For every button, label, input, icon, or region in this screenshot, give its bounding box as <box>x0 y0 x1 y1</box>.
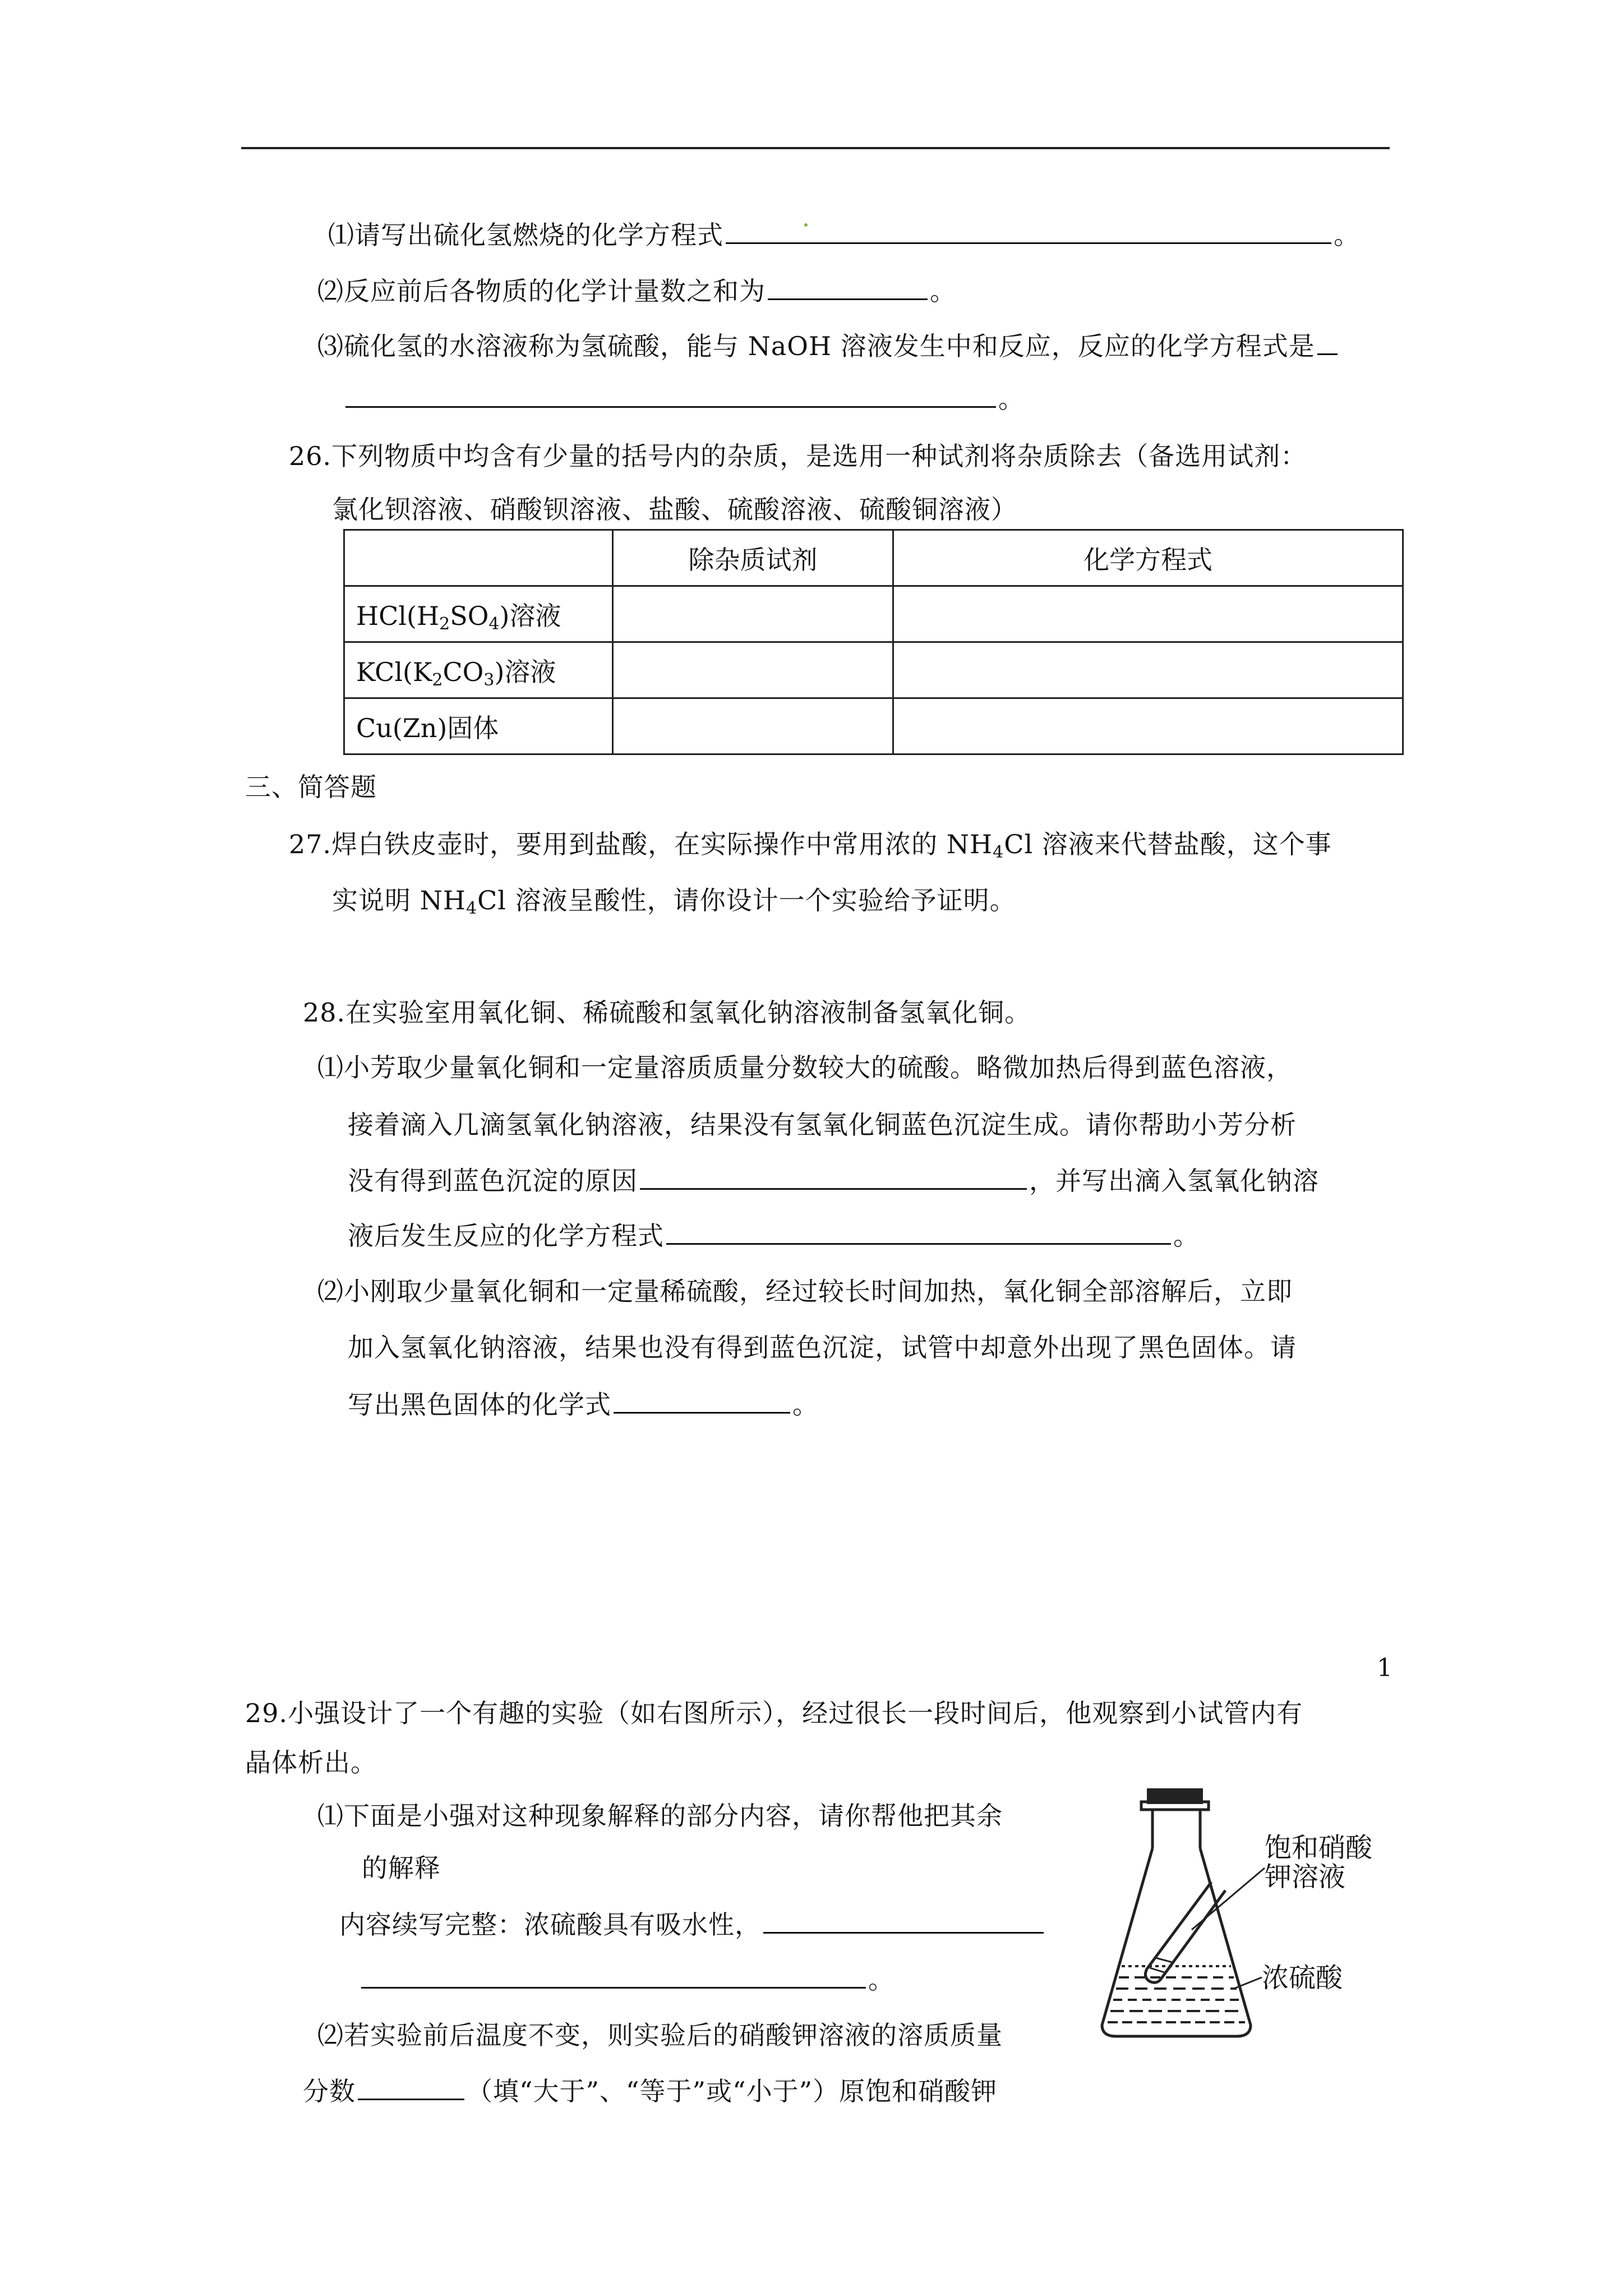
q29-line1: 29.小强设计了一个有趣的实验（如右图所示），经过很长一段时间后，他观察到小试管内有 <box>245 1698 1303 1728</box>
q28-part1-line4: 液后发生反应的化学方程式 。 <box>348 1218 1200 1253</box>
answer-blank[interactable] <box>358 2074 464 2100</box>
equation-answer-cell[interactable] <box>893 586 1403 642</box>
answer-blank[interactable] <box>361 1962 866 1989</box>
q25-part2-text: ⑵反应前后各物质的化学计量数之和为 <box>317 276 766 306</box>
q28-part1-line1: ⑴小芳取少量氧化铜和一定量溶质质量分数较大的硫酸。略微加热后得到蓝色溶液， <box>317 1052 1293 1083</box>
flask-body <box>1102 1848 1251 2036</box>
q29-part1-line4: 。 <box>359 1962 895 1996</box>
q25-part3-cont <box>343 381 1025 416</box>
table-header: 化学方程式 <box>893 530 1403 586</box>
leader-line-solution <box>1192 1868 1265 1930</box>
page-number: 1 <box>1377 1654 1393 1682</box>
punctuation: 。 <box>998 384 1025 414</box>
q29-line2: 晶体析出。 <box>245 1747 377 1778</box>
table-row <box>344 698 1403 754</box>
q28-title: 28.在实验室用氧化铜、稀硫酸和氢氧化钠溶液制备氢氧化铜。 <box>303 997 1031 1028</box>
answer-blank[interactable] <box>726 218 1331 244</box>
header-rule <box>241 147 1390 149</box>
equation-answer-cell[interactable] <box>893 698 1403 754</box>
q29-part2-line2: 分数 （填“大于”、“等于”或“小于”）原饱和硝酸钾 <box>303 2074 997 2108</box>
table-header-row <box>344 530 1403 586</box>
q29-part1-line1: ⑴下面是小强对这种现象解释的部分内容，请你帮他把其余 <box>317 1801 1003 1831</box>
sulfuric-acid-liquid <box>1108 1966 1245 2022</box>
answer-blank[interactable] <box>1317 329 1338 355</box>
punctuation: 。 <box>930 276 956 306</box>
table-header: 除杂质试剂 <box>613 530 893 586</box>
q26-line2: 氯化钡溶液、硝酸钡溶液、盐酸、硫酸溶液、硫酸铜溶液） <box>332 494 1017 524</box>
label-saturated-kno3-line2: 钾溶液 <box>1265 1861 1346 1893</box>
q29-part1-line3: 内容续写完整：浓硫酸具有吸水性， <box>339 1907 1046 1941</box>
substance-cell: $KCl(K_2CO_3)$溶液 <box>344 642 613 698</box>
punctuation: 。 <box>1334 220 1360 250</box>
table-header <box>344 530 613 586</box>
q27-line1: 27.焊白铁皮壶时，要用到盐酸，在实际操作中常用浓的 $NH_4Cl$ 溶液来代替盐酸，这个事 <box>289 829 1332 862</box>
q28-part2-line1: ⑵小刚取少量氧化铜和一定量稀硫酸，经过较长时间加热，氧化铜全部溶解后，立即 <box>317 1276 1293 1306</box>
q28-part1-line3: 没有得到蓝色沉淀的原因 ，并写出滴入氢氧化钠溶 <box>348 1163 1319 1198</box>
reagent-answer-cell[interactable] <box>613 698 893 754</box>
substance-cell: $HCl(H_2SO_4)$溶液 <box>344 586 613 642</box>
q28-part2-line3: 写出黑色固体的化学式 。 <box>348 1387 819 1421</box>
answer-blank[interactable] <box>345 381 996 408</box>
q28-part1-line2: 接着滴入几滴氢氧化钠溶液，结果没有氢氧化铜蓝色沉淀生成。请你帮助小芳分析 <box>348 1110 1297 1140</box>
answer-blank[interactable] <box>763 1907 1044 1934</box>
q25-part3 <box>317 329 1340 363</box>
flask-diagram <box>1094 1784 1385 2047</box>
table-row <box>344 586 1403 642</box>
q29-part1-line2: 的解释 <box>362 1853 441 1883</box>
flask-stopper-rim <box>1141 1802 1209 1810</box>
reagent-answer-cell[interactable] <box>613 642 893 698</box>
q26-line1: 26.下列物质中均含有少量的括号内的杂质，是选用一种试剂将杂质除去（备选用试剂： <box>289 441 1307 471</box>
q25-part3-text: ⑶硫化氢的水溶液称为氢硫酸，能与 NaOH 溶液发生中和反应，反应的化学方程式是 <box>317 331 1315 361</box>
answer-blank[interactable] <box>640 1163 1027 1190</box>
q25-part2 <box>317 274 956 308</box>
section-heading: 三、简答题 <box>245 772 377 802</box>
q25-part1-text: ⑴请写出硫化氢燃烧的化学方程式 <box>328 220 723 250</box>
answer-blank[interactable] <box>614 1387 790 1414</box>
answer-blank[interactable] <box>768 274 928 300</box>
q29-part2-line1: ⑵若实验前后温度不变，则实验后的硝酸钾溶液的溶质质量 <box>317 2020 1003 2050</box>
answer-blank[interactable] <box>666 1218 1171 1245</box>
substance-cell: Cu(Zn)固体 <box>344 698 613 754</box>
label-saturated-kno3-line1: 饱和硝酸 <box>1265 1832 1373 1864</box>
table-row <box>344 642 1403 698</box>
green-dot-mark <box>804 223 808 227</box>
q27-line2: 实说明 $NH_4Cl$ 溶液呈酸性，请你设计一个实验给予证明。 <box>332 885 1016 918</box>
q25-part1 <box>328 218 1360 252</box>
reagent-answer-cell[interactable] <box>613 586 893 642</box>
label-conc-sulfuric-acid: 浓硫酸 <box>1262 1962 1343 1994</box>
q28-part2-line2: 加入氢氧化钠溶液，结果也没有得到蓝色沉淀，试管中却意外出现了黑色固体。请 <box>348 1332 1297 1363</box>
impurity-table <box>343 529 1404 755</box>
equation-answer-cell[interactable] <box>893 642 1403 698</box>
